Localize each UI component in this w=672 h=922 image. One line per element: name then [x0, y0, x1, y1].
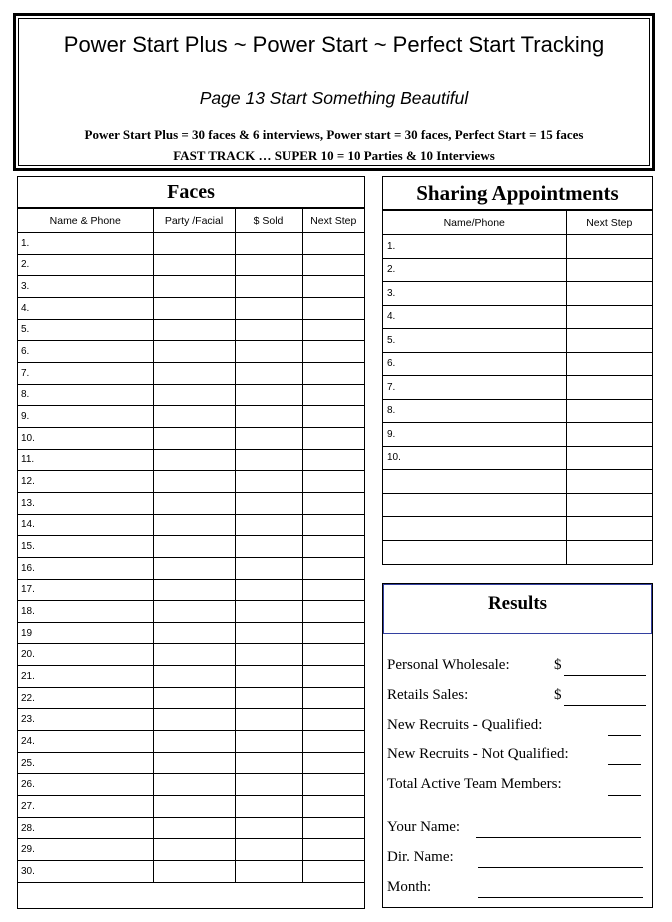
sharing-row-number[interactable]: 3. [383, 282, 566, 306]
faces-next-step-cell[interactable] [302, 839, 364, 861]
faces-sold-cell[interactable] [235, 644, 302, 666]
page-title: Power Start Plus ~ Power Start ~ Perfect Start Tracking [63, 32, 605, 57]
faces-row [18, 427, 364, 449]
faces-row [18, 622, 364, 644]
dir-name-blank[interactable] [478, 867, 643, 868]
sharing-row-number[interactable] [383, 493, 566, 517]
faces-next-step-cell[interactable] [302, 471, 364, 493]
faces-party-facial-cell[interactable] [153, 319, 235, 341]
faces-sold-cell[interactable] [235, 687, 302, 709]
sharing-row [383, 282, 652, 306]
faces-sold-cell[interactable] [235, 514, 302, 536]
new-recruits-qualified-blank[interactable] [608, 735, 641, 736]
faces-party-facial-cell[interactable] [153, 276, 235, 298]
header-inner-border [18, 18, 650, 166]
faces-party-facial-cell[interactable] [153, 492, 235, 514]
faces-row [18, 731, 364, 753]
faces-row [18, 492, 364, 514]
retail-sales-label: Retails Sales: [387, 687, 469, 703]
faces-next-step-cell[interactable] [302, 406, 364, 428]
sharing-row [383, 305, 652, 329]
faces-party-facial-cell[interactable] [153, 406, 235, 428]
new-recruits-not-qualified-label: New Recruits - Not Qualified: [387, 746, 569, 762]
results-section [382, 583, 653, 908]
faces-sold-cell[interactable] [235, 427, 302, 449]
faces-party-facial-cell[interactable] [153, 687, 235, 709]
faces-row-number[interactable]: 24. [18, 731, 153, 753]
faces-row-number[interactable]: 26. [18, 774, 153, 796]
faces-party-facial-cell[interactable] [153, 666, 235, 688]
sharing-next-step-cell[interactable] [566, 329, 652, 353]
sharing-row [383, 493, 652, 517]
faces-next-step-cell[interactable] [302, 709, 364, 731]
faces-row [18, 471, 364, 493]
faces-sold-cell[interactable] [235, 774, 302, 796]
faces-next-step-cell[interactable] [302, 341, 364, 363]
faces-party-facial-cell[interactable] [153, 839, 235, 861]
faces-row [18, 601, 364, 623]
faces-party-facial-cell[interactable] [153, 254, 235, 276]
faces-row [18, 839, 364, 861]
faces-sold-cell[interactable] [235, 406, 302, 428]
faces-row-number[interactable]: 28. [18, 817, 153, 839]
sharing-row-number[interactable]: 2. [383, 258, 566, 282]
faces-row-number[interactable]: 14. [18, 514, 153, 536]
faces-row-number[interactable]: 17. [18, 579, 153, 601]
sharing-next-step-cell[interactable] [566, 517, 652, 541]
faces-party-facial-cell[interactable] [153, 536, 235, 558]
faces-party-facial-cell[interactable] [153, 384, 235, 406]
sharing-next-step-cell[interactable] [566, 399, 652, 423]
faces-party-facial-cell[interactable] [153, 774, 235, 796]
faces-next-step-cell[interactable] [302, 233, 364, 255]
personal-wholesale-blank[interactable] [564, 675, 646, 676]
faces-row [18, 774, 364, 796]
faces-sold-cell[interactable] [235, 536, 302, 558]
dir-name-label: Dir. Name: [387, 849, 454, 865]
faces-party-facial-cell[interactable] [153, 341, 235, 363]
faces-next-step-cell[interactable] [302, 861, 364, 883]
faces-sold-cell[interactable] [235, 362, 302, 384]
faces-sold-cell[interactable] [235, 709, 302, 731]
faces-next-step-cell[interactable] [302, 622, 364, 644]
faces-row [18, 536, 364, 558]
faces-row-number[interactable]: 30. [18, 861, 153, 883]
faces-row-number[interactable]: 4. [18, 297, 153, 319]
faces-party-facial-cell[interactable] [153, 731, 235, 753]
faces-party-facial-cell[interactable] [153, 427, 235, 449]
faces-row-number[interactable]: 9. [18, 406, 153, 428]
total-active-label: Total Active Team Members: [387, 776, 562, 792]
faces-next-step-cell[interactable] [302, 644, 364, 666]
faces-party-facial-cell[interactable] [153, 817, 235, 839]
sharing-row-number[interactable]: 10. [383, 446, 566, 470]
month-label: Month: [387, 879, 432, 895]
faces-sold-cell[interactable] [235, 297, 302, 319]
faces-row [18, 319, 364, 341]
faces-header-row [18, 209, 364, 233]
sharing-row [383, 399, 652, 423]
faces-row [18, 341, 364, 363]
sharing-row [383, 376, 652, 400]
faces-party-facial-cell[interactable] [153, 471, 235, 493]
faces-next-step-cell[interactable] [302, 774, 364, 796]
goal-line-2: FAST TRACK … SUPER 10 = 10 Parties & 10 Interviews [173, 148, 495, 163]
faces-next-step-cell[interactable] [302, 796, 364, 818]
faces-sold-cell[interactable] [235, 731, 302, 753]
faces-next-step-cell[interactable] [302, 297, 364, 319]
faces-row-number[interactable]: 5. [18, 319, 153, 341]
faces-row-number[interactable]: 22. [18, 687, 153, 709]
faces-party-facial-cell[interactable] [153, 752, 235, 774]
faces-sold-cell[interactable] [235, 796, 302, 818]
sharing-row [383, 235, 652, 259]
sharing-row-number[interactable]: 4. [383, 305, 566, 329]
faces-sold-cell[interactable] [235, 579, 302, 601]
faces-party-facial-cell[interactable] [153, 297, 235, 319]
faces-row-number[interactable]: 16. [18, 557, 153, 579]
faces-party-facial-cell[interactable] [153, 579, 235, 601]
faces-row [18, 362, 364, 384]
faces-next-step-cell[interactable] [302, 557, 364, 579]
faces-next-step-cell[interactable] [302, 601, 364, 623]
faces-party-facial-cell[interactable] [153, 709, 235, 731]
your-name-blank[interactable] [476, 837, 641, 838]
sharing-next-step-cell[interactable] [566, 305, 652, 329]
faces-next-step-cell[interactable] [302, 362, 364, 384]
faces-row [18, 384, 364, 406]
faces-next-step-cell[interactable] [302, 254, 364, 276]
new-recruits-qualified-label: New Recruits - Qualified: [387, 717, 543, 733]
faces-sold-cell[interactable] [235, 666, 302, 688]
faces-row [18, 861, 364, 883]
faces-sold-cell[interactable] [235, 254, 302, 276]
sharing-next-step-cell[interactable] [566, 282, 652, 306]
faces-row [18, 817, 364, 839]
sharing-header-row [383, 211, 652, 235]
sharing-row-number[interactable]: 8. [383, 399, 566, 423]
faces-party-facial-cell[interactable] [153, 233, 235, 255]
faces-next-step-cell[interactable] [302, 752, 364, 774]
sharing-next-step-cell[interactable] [566, 258, 652, 282]
faces-party-facial-cell[interactable] [153, 449, 235, 471]
faces-row [18, 514, 364, 536]
sharing-row [383, 540, 652, 564]
sharing-col-next-step: Next Step [566, 211, 652, 235]
faces-row [18, 297, 364, 319]
faces-sold-cell[interactable] [235, 839, 302, 861]
faces-party-facial-cell[interactable] [153, 644, 235, 666]
faces-row-number[interactable]: 13. [18, 492, 153, 514]
sharing-row-number[interactable] [383, 540, 566, 564]
sharing-row [383, 517, 652, 541]
sharing-row-number[interactable]: 9. [383, 423, 566, 447]
faces-row [18, 687, 364, 709]
sharing-col-name-phone: Name/Phone [383, 211, 566, 235]
faces-row [18, 644, 364, 666]
new-recruits-not-qualified-blank[interactable] [608, 764, 641, 765]
sharing-title: Sharing Appointments [383, 177, 652, 210]
sharing-appointments-section [382, 176, 653, 565]
faces-col-name-phone: Name & Phone [18, 209, 153, 233]
sharing-next-step-cell[interactable] [566, 493, 652, 517]
month-blank[interactable] [478, 897, 643, 898]
faces-row-number[interactable]: 15. [18, 536, 153, 558]
faces-sold-cell[interactable] [235, 471, 302, 493]
faces-sold-cell[interactable] [235, 449, 302, 471]
personal-wholesale-dollar: $ [554, 657, 562, 673]
faces-next-step-cell[interactable] [302, 492, 364, 514]
faces-party-facial-cell[interactable] [153, 622, 235, 644]
faces-next-step-cell[interactable] [302, 687, 364, 709]
faces-sold-cell[interactable] [235, 861, 302, 883]
faces-party-facial-cell[interactable] [153, 796, 235, 818]
faces-row-number[interactable]: 2. [18, 254, 153, 276]
goal-line-1: Power Start Plus = 30 faces & 6 interviews, Power start = 30 faces, Perfect Start = 15 faces [84, 127, 584, 142]
faces-row-number[interactable]: 11. [18, 449, 153, 471]
sharing-row [383, 258, 652, 282]
faces-title: Faces [18, 177, 364, 208]
sharing-row [383, 423, 652, 447]
faces-row-number[interactable]: 8. [18, 384, 153, 406]
faces-next-step-cell[interactable] [302, 449, 364, 471]
faces-sold-cell[interactable] [235, 319, 302, 341]
faces-next-step-cell[interactable] [302, 427, 364, 449]
faces-row-number[interactable]: 29. [18, 839, 153, 861]
faces-sold-cell[interactable] [235, 817, 302, 839]
faces-sold-cell[interactable] [235, 233, 302, 255]
faces-row-number[interactable]: 7. [18, 362, 153, 384]
faces-sold-cell[interactable] [235, 341, 302, 363]
sharing-next-step-cell[interactable] [566, 540, 652, 564]
faces-next-step-cell[interactable] [302, 384, 364, 406]
faces-row [18, 796, 364, 818]
sharing-next-step-cell[interactable] [566, 423, 652, 447]
faces-row [18, 579, 364, 601]
faces-sold-cell[interactable] [235, 622, 302, 644]
faces-sold-cell[interactable] [235, 601, 302, 623]
faces-next-step-cell[interactable] [302, 579, 364, 601]
sharing-row [383, 446, 652, 470]
personal-wholesale-label: Personal Wholesale: [387, 657, 510, 673]
sharing-row-number[interactable] [383, 517, 566, 541]
sharing-table [383, 210, 652, 564]
page-subtitle: Page 13 Start Something Beautiful [199, 88, 469, 108]
faces-row [18, 666, 364, 688]
results-title: Results [487, 593, 548, 614]
your-name-label: Your Name: [387, 819, 461, 835]
retail-sales-dollar: $ [554, 687, 562, 703]
faces-row [18, 709, 364, 731]
faces-party-facial-cell[interactable] [153, 362, 235, 384]
faces-row [18, 449, 364, 471]
faces-row-number[interactable]: 10. [18, 427, 153, 449]
faces-sold-cell[interactable] [235, 492, 302, 514]
faces-row-number[interactable]: 19 [18, 622, 153, 644]
faces-next-step-cell[interactable] [302, 666, 364, 688]
results-header [383, 584, 652, 634]
faces-party-facial-cell[interactable] [153, 514, 235, 536]
sharing-row-number[interactable]: 7. [383, 376, 566, 400]
faces-party-facial-cell[interactable] [153, 861, 235, 883]
faces-sold-cell[interactable] [235, 276, 302, 298]
faces-sold-cell[interactable] [235, 384, 302, 406]
faces-row-number[interactable]: 21. [18, 666, 153, 688]
sharing-next-step-cell[interactable] [566, 352, 652, 376]
faces-row-number[interactable]: 20. [18, 644, 153, 666]
sharing-row [383, 470, 652, 494]
faces-row-number[interactable]: 27. [18, 796, 153, 818]
faces-row [18, 752, 364, 774]
faces-section [17, 176, 365, 909]
header-box [13, 13, 655, 171]
faces-next-step-cell[interactable] [302, 536, 364, 558]
sharing-next-step-cell[interactable] [566, 470, 652, 494]
faces-table [18, 208, 364, 883]
faces-next-step-cell[interactable] [302, 514, 364, 536]
faces-row-number[interactable]: 25. [18, 752, 153, 774]
faces-sold-cell[interactable] [235, 752, 302, 774]
faces-row-number[interactable]: 6. [18, 341, 153, 363]
faces-row-number[interactable]: 23. [18, 709, 153, 731]
total-active-blank[interactable] [608, 795, 641, 796]
faces-col-next-step: Next Step [302, 209, 364, 233]
faces-next-step-cell[interactable] [302, 817, 364, 839]
sharing-next-step-cell[interactable] [566, 446, 652, 470]
faces-party-facial-cell[interactable] [153, 557, 235, 579]
sharing-next-step-cell[interactable] [566, 235, 652, 259]
faces-next-step-cell[interactable] [302, 319, 364, 341]
faces-col-party-facial: Party /Facial [153, 209, 235, 233]
faces-row-number[interactable]: 3. [18, 276, 153, 298]
faces-row [18, 276, 364, 298]
faces-col-sold: $ Sold [235, 209, 302, 233]
faces-row-number[interactable]: 18. [18, 601, 153, 623]
faces-row-number[interactable]: 12. [18, 471, 153, 493]
retail-sales-blank[interactable] [564, 705, 646, 706]
sharing-row-number[interactable] [383, 470, 566, 494]
faces-row [18, 406, 364, 428]
faces-row [18, 254, 364, 276]
sharing-row-number[interactable]: 6. [383, 352, 566, 376]
sharing-row-number[interactable]: 1. [383, 235, 566, 259]
faces-party-facial-cell[interactable] [153, 601, 235, 623]
sharing-next-step-cell[interactable] [566, 376, 652, 400]
faces-row [18, 557, 364, 579]
faces-sold-cell[interactable] [235, 557, 302, 579]
sharing-row [383, 352, 652, 376]
faces-next-step-cell[interactable] [302, 276, 364, 298]
faces-row [18, 233, 364, 255]
sharing-row [383, 329, 652, 353]
sharing-row-number[interactable]: 5. [383, 329, 566, 353]
faces-next-step-cell[interactable] [302, 731, 364, 753]
faces-row-number[interactable]: 1. [18, 233, 153, 255]
